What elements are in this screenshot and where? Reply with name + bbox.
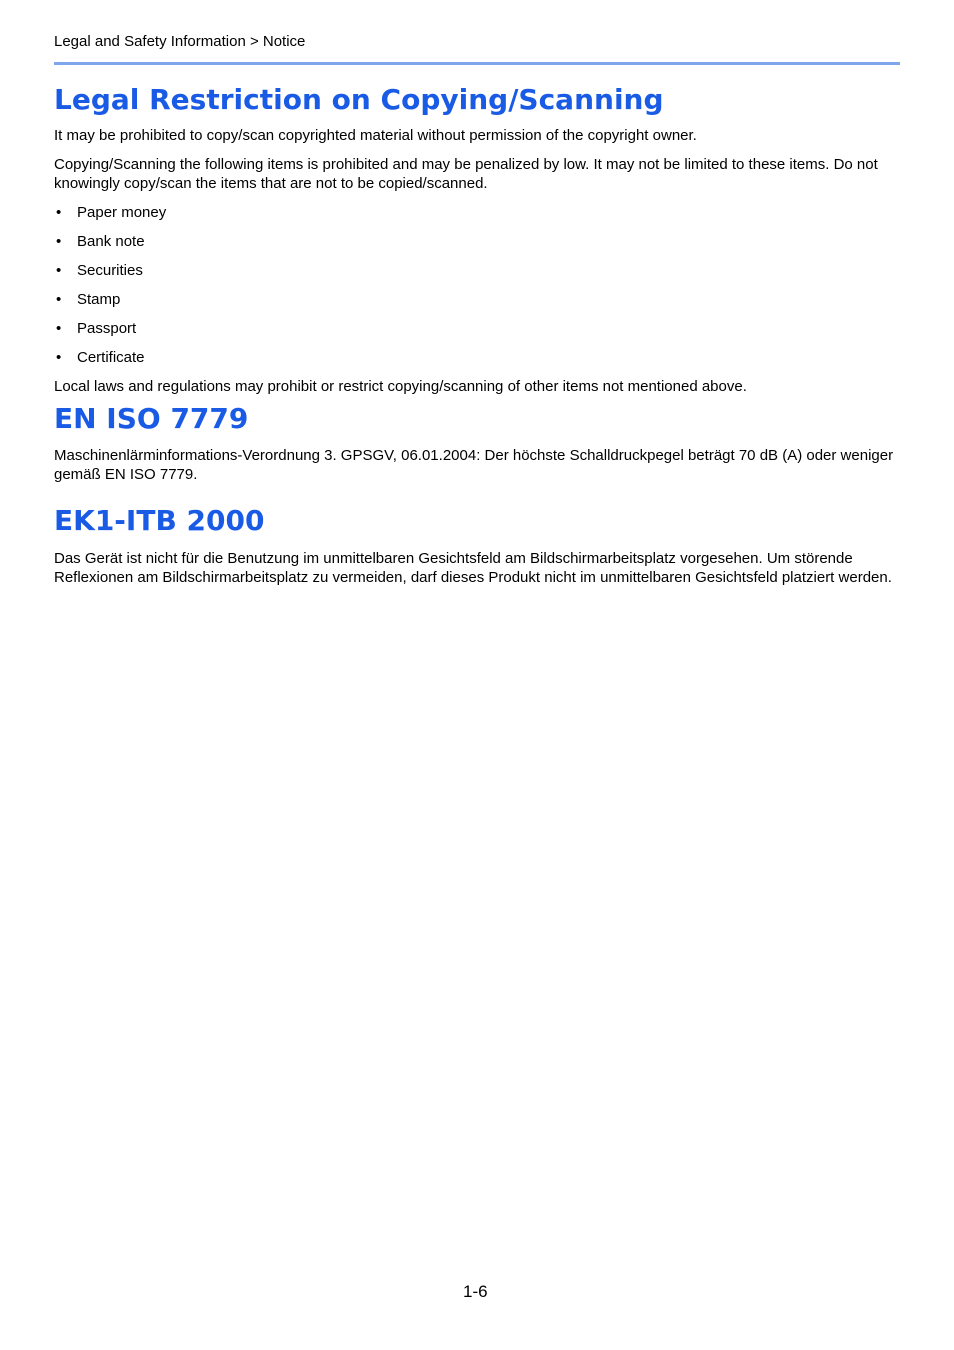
legal-local-laws-paragraph: Local laws and regulations may prohibit or restrict copying/scanning of other items not mentioned above. bbox=[54, 378, 747, 395]
en-iso-7779-title: EN ISO 7779 bbox=[54, 402, 249, 435]
legal-restriction-title: Legal Restriction on Copying/Scanning bbox=[54, 83, 664, 116]
ek1-itb-2000-paragraph: Das Gerät ist nicht für die Benutzung im unmittelbaren Gesichtsfeld am Bildschirmarbeitsplatz vorgesehen. Um störende Reflexionen am Bildschirmarbeitsplatz zu vermeiden, darf dieses Produkt nicht im unmittelbaren Gesichtsfeld platziert werden. bbox=[54, 550, 892, 586]
bullet-icon: • bbox=[56, 204, 62, 221]
header-rule bbox=[54, 62, 900, 65]
bullet-icon: • bbox=[56, 233, 62, 250]
list-item-label: Certificate bbox=[77, 349, 145, 366]
legal-prohibition-paragraph: Copying/Scanning the following items is prohibited and may be penalized by low. It may not be limited to these items. Do not knowingly copy/scan the items that are not to be copied/scanned. bbox=[54, 156, 878, 192]
en-iso-7779-paragraph: Maschinenlärminformations-Verordnung 3. GPSGV, 06.01.2004: Der höchste Schalldruckpegel beträgt 70 dB (A) oder weniger gemäß EN ISO 7779. bbox=[54, 447, 894, 483]
prohibited-items-list bbox=[54, 203, 902, 367]
list-item-label: Paper money bbox=[77, 204, 167, 221]
list-item-label: Securities bbox=[77, 262, 143, 279]
list-item bbox=[54, 232, 902, 251]
bullet-icon: • bbox=[56, 349, 62, 366]
bullet-icon: • bbox=[56, 262, 62, 279]
page-number: 1-6 bbox=[463, 1282, 488, 1301]
bullet-icon: • bbox=[56, 320, 62, 337]
list-item-label: Bank note bbox=[77, 233, 145, 250]
legal-intro-paragraph: It may be prohibited to copy/scan copyrighted material without permission of the copyright owner. bbox=[54, 127, 697, 144]
ek1-itb-2000-title: EK1-ITB 2000 bbox=[54, 504, 265, 537]
list-item bbox=[54, 290, 902, 309]
list-item bbox=[54, 261, 902, 280]
bullet-icon: • bbox=[56, 291, 62, 308]
page-content bbox=[54, 83, 902, 587]
list-item-label: Passport bbox=[77, 320, 137, 337]
list-item bbox=[54, 348, 902, 367]
breadcrumb: Legal and Safety Information > Notice bbox=[54, 33, 306, 50]
list-item bbox=[54, 203, 902, 222]
list-item-label: Stamp bbox=[77, 291, 121, 308]
list-item bbox=[54, 319, 902, 338]
